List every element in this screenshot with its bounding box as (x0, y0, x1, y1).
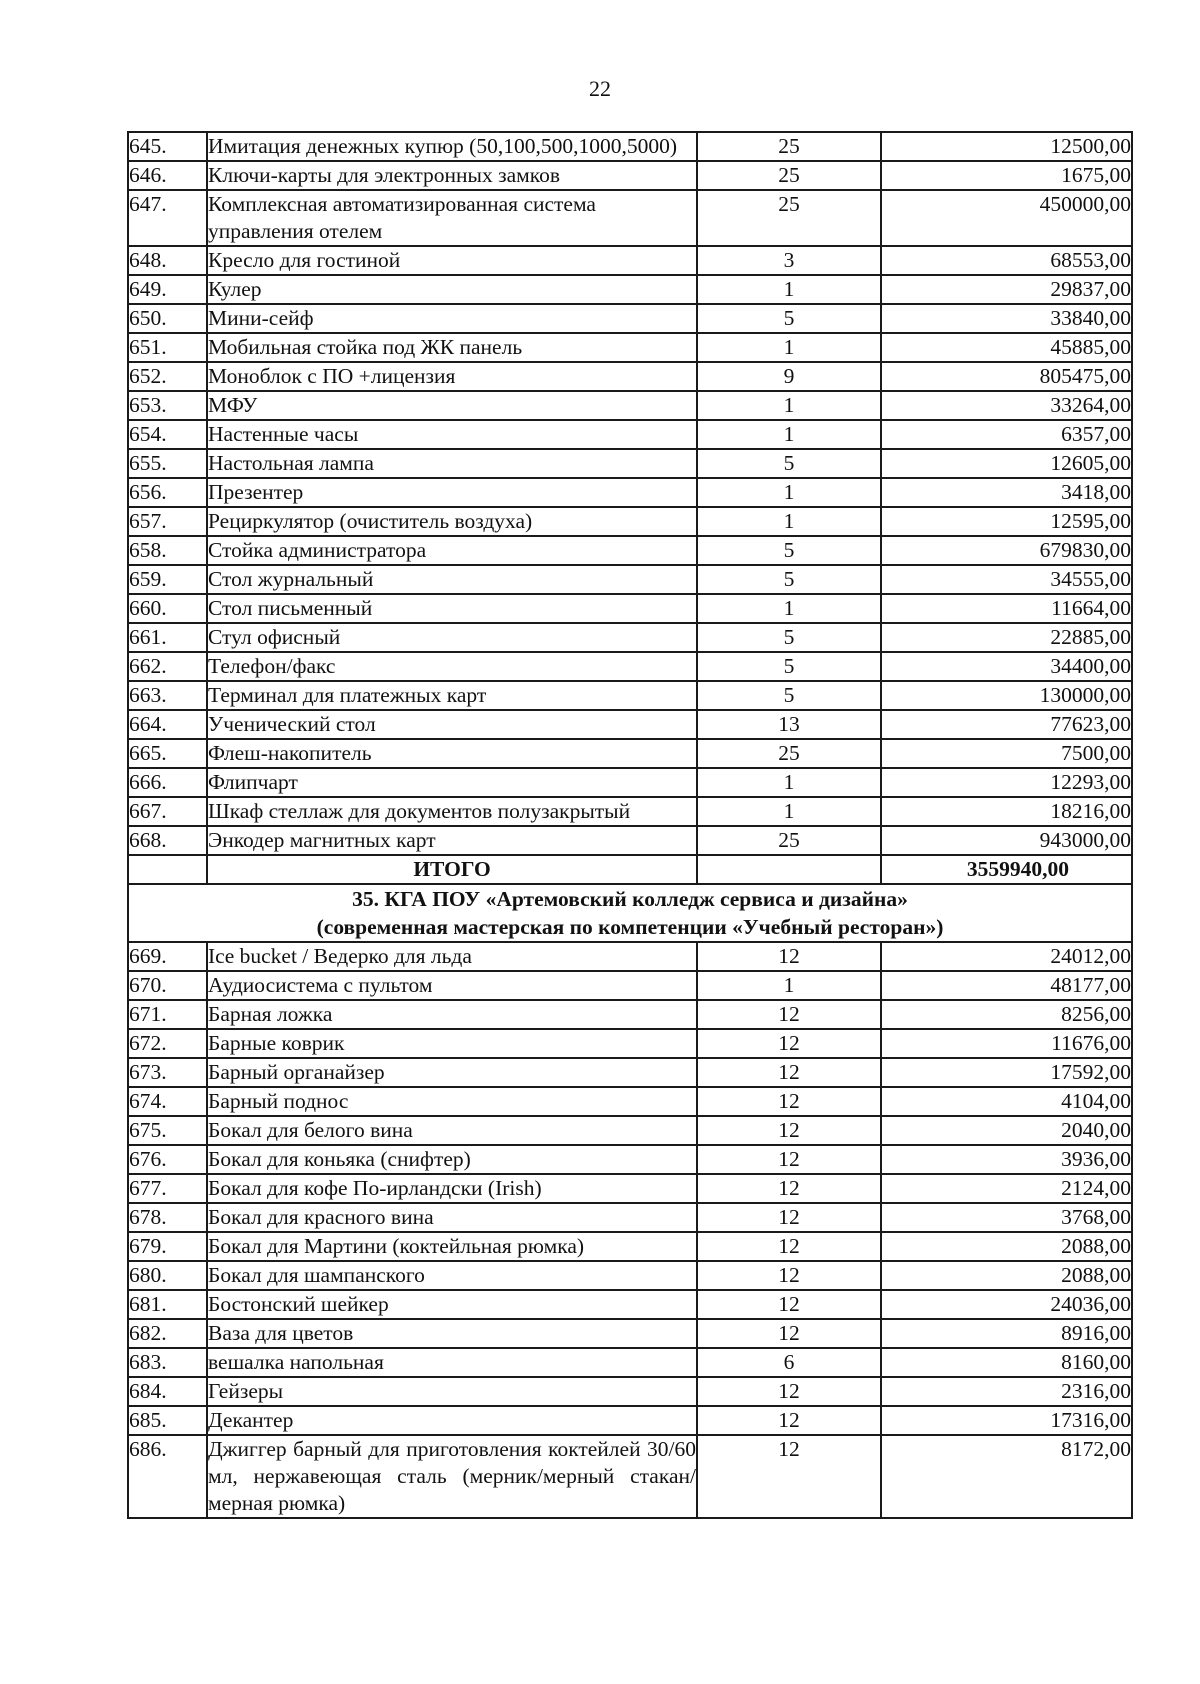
row-number: 661. (128, 623, 207, 652)
item-sum: 8256,00 (881, 1000, 1132, 1029)
table-row (128, 739, 1132, 768)
table-row (128, 1319, 1132, 1348)
table-row (128, 1435, 1132, 1518)
item-sum: 68553,00 (881, 246, 1132, 275)
row-number: 659. (128, 565, 207, 594)
item-sum: 11664,00 (881, 594, 1132, 623)
item-name: Барные коврик (207, 1029, 697, 1058)
item-name: Бокал для кофе По-ирландски (Irish) (207, 1174, 697, 1203)
table-row (128, 594, 1132, 623)
row-number: 673. (128, 1058, 207, 1087)
item-quantity: 5 (697, 623, 881, 652)
item-name: Декантер (207, 1406, 697, 1435)
item-quantity: 25 (697, 161, 881, 190)
item-quantity: 1 (697, 333, 881, 362)
item-name: Кресло для гостиной (207, 246, 697, 275)
row-number: 662. (128, 652, 207, 681)
table-row (128, 1406, 1132, 1435)
item-name: Настенные часы (207, 420, 697, 449)
item-quantity: 12 (697, 942, 881, 971)
item-sum: 4104,00 (881, 1087, 1132, 1116)
item-quantity: 5 (697, 536, 881, 565)
item-name: Телефон/факс (207, 652, 697, 681)
table-row (128, 275, 1132, 304)
total-num-cell (128, 855, 207, 884)
table-row (128, 1232, 1132, 1261)
item-sum: 8160,00 (881, 1348, 1132, 1377)
table-row (128, 565, 1132, 594)
item-sum: 24036,00 (881, 1290, 1132, 1319)
item-sum: 3936,00 (881, 1145, 1132, 1174)
item-name: Бокал для красного вина (207, 1203, 697, 1232)
item-sum: 24012,00 (881, 942, 1132, 971)
item-name: Стул офисный (207, 623, 697, 652)
row-number: 670. (128, 971, 207, 1000)
table-row (128, 1203, 1132, 1232)
table-row (128, 623, 1132, 652)
item-sum: 679830,00 (881, 536, 1132, 565)
table-row (128, 1377, 1132, 1406)
row-number: 671. (128, 1000, 207, 1029)
table-row (128, 391, 1132, 420)
row-number: 653. (128, 391, 207, 420)
item-sum: 12605,00 (881, 449, 1132, 478)
item-sum: 450000,00 (881, 190, 1132, 246)
table-row (128, 161, 1132, 190)
item-name: Имитация денежных купюр (50,100,500,1000,5000) (207, 132, 697, 161)
item-quantity: 5 (697, 652, 881, 681)
row-number: 686. (128, 1435, 207, 1518)
item-sum: 12500,00 (881, 132, 1132, 161)
item-name: Барный поднос (207, 1087, 697, 1116)
table-row (128, 768, 1132, 797)
item-name: Стойка администратора (207, 536, 697, 565)
item-sum: 805475,00 (881, 362, 1132, 391)
item-name: Флеш-накопитель (207, 739, 697, 768)
table-row (128, 1000, 1132, 1029)
item-name: МФУ (207, 391, 697, 420)
item-sum: 8172,00 (881, 1435, 1132, 1518)
item-sum: 2316,00 (881, 1377, 1132, 1406)
item-quantity: 1 (697, 420, 881, 449)
item-quantity: 1 (697, 971, 881, 1000)
item-quantity: 9 (697, 362, 881, 391)
row-number: 680. (128, 1261, 207, 1290)
item-sum: 29837,00 (881, 275, 1132, 304)
row-number: 668. (128, 826, 207, 855)
item-quantity: 1 (697, 797, 881, 826)
row-number: 675. (128, 1116, 207, 1145)
item-quantity: 13 (697, 710, 881, 739)
section-title: 35. КГА ПОУ «Артемовский колледж сервиса и дизайна» (352, 887, 908, 911)
item-name: Рециркулятор (очиститель воздуха) (207, 507, 697, 536)
row-number: 658. (128, 536, 207, 565)
item-quantity: 25 (697, 739, 881, 768)
item-sum: 3768,00 (881, 1203, 1132, 1232)
table-row (128, 971, 1132, 1000)
row-number: 685. (128, 1406, 207, 1435)
item-sum: 22885,00 (881, 623, 1132, 652)
item-name: Бокал для белого вина (207, 1116, 697, 1145)
table-row (128, 1087, 1132, 1116)
item-sum: 11676,00 (881, 1029, 1132, 1058)
item-name: Бостонский шейкер (207, 1290, 697, 1319)
item-name: Презентер (207, 478, 697, 507)
table-row (128, 507, 1132, 536)
page-number: 22 (589, 76, 611, 101)
table-row (128, 710, 1132, 739)
item-sum: 7500,00 (881, 739, 1132, 768)
row-number: 648. (128, 246, 207, 275)
total-sum: 3559940,00 (881, 855, 1132, 884)
rows-group-b (128, 942, 1132, 1518)
row-number: 652. (128, 362, 207, 391)
item-quantity: 12 (697, 1174, 881, 1203)
table-row (128, 132, 1132, 161)
item-sum: 18216,00 (881, 797, 1132, 826)
item-name: Бокал для Мартини (коктейльная рюмка) (207, 1232, 697, 1261)
item-quantity: 1 (697, 391, 881, 420)
item-quantity: 5 (697, 565, 881, 594)
row-number: 677. (128, 1174, 207, 1203)
table-row (128, 333, 1132, 362)
row-number: 681. (128, 1290, 207, 1319)
item-name: Мобильная стойка под ЖК панель (207, 333, 697, 362)
item-sum: 33264,00 (881, 391, 1132, 420)
item-quantity: 1 (697, 594, 881, 623)
table-row (128, 942, 1132, 971)
item-sum: 12595,00 (881, 507, 1132, 536)
item-quantity: 12 (697, 1087, 881, 1116)
row-number: 654. (128, 420, 207, 449)
item-sum: 8916,00 (881, 1319, 1132, 1348)
item-name: Энкодер магнитных карт (207, 826, 697, 855)
item-name: Настольная лампа (207, 449, 697, 478)
item-quantity: 12 (697, 1145, 881, 1174)
table-row (128, 1290, 1132, 1319)
item-name: Аудиосистема с пультом (207, 971, 697, 1000)
item-name: вешалка напольная (207, 1348, 697, 1377)
item-sum: 2088,00 (881, 1232, 1132, 1261)
row-number: 667. (128, 797, 207, 826)
item-quantity: 25 (697, 190, 881, 246)
row-number: 666. (128, 768, 207, 797)
row-number: 655. (128, 449, 207, 478)
item-sum: 34400,00 (881, 652, 1132, 681)
item-name: Бокал для шампанского (207, 1261, 697, 1290)
item-sum: 6357,00 (881, 420, 1132, 449)
item-sum: 33840,00 (881, 304, 1132, 333)
item-quantity: 12 (697, 1319, 881, 1348)
item-name: Комплексная автоматизированная система управления отелем (207, 190, 697, 246)
item-name: Джиггер барный для приготовления коктейлей 30/60 мл, нержавеющая сталь (мерник/мерный стакан/ мерная рюмка) (207, 1435, 697, 1518)
item-quantity: 12 (697, 1261, 881, 1290)
item-sum: 1675,00 (881, 161, 1132, 190)
item-quantity: 5 (697, 449, 881, 478)
row-number: 678. (128, 1203, 207, 1232)
item-sum: 12293,00 (881, 768, 1132, 797)
item-sum: 77623,00 (881, 710, 1132, 739)
row-number: 684. (128, 1377, 207, 1406)
item-name: Барная ложка (207, 1000, 697, 1029)
total-label: ИТОГО (207, 855, 697, 884)
table-row (128, 1029, 1132, 1058)
item-name: Ваза для цветов (207, 1319, 697, 1348)
row-number: 682. (128, 1319, 207, 1348)
row-number: 683. (128, 1348, 207, 1377)
table-row (128, 246, 1132, 275)
table-row (128, 478, 1132, 507)
table-row (128, 1145, 1132, 1174)
item-sum: 17592,00 (881, 1058, 1132, 1087)
table-row (128, 1261, 1132, 1290)
item-sum: 45885,00 (881, 333, 1132, 362)
item-name: Стол журнальный (207, 565, 697, 594)
table-row (128, 362, 1132, 391)
equipment-table (127, 131, 1133, 1519)
table-row (128, 420, 1132, 449)
row-number: 665. (128, 739, 207, 768)
item-sum: 2088,00 (881, 1261, 1132, 1290)
item-sum: 34555,00 (881, 565, 1132, 594)
table-row (128, 304, 1132, 333)
item-name: Ice bucket / Ведерко для льда (207, 942, 697, 971)
row-number: 664. (128, 710, 207, 739)
item-quantity: 1 (697, 507, 881, 536)
table-row (128, 449, 1132, 478)
row-number: 647. (128, 190, 207, 246)
item-quantity: 1 (697, 275, 881, 304)
row-number: 645. (128, 132, 207, 161)
item-sum: 130000,00 (881, 681, 1132, 710)
item-sum: 17316,00 (881, 1406, 1132, 1435)
item-name: Кулер (207, 275, 697, 304)
item-quantity: 12 (697, 1058, 881, 1087)
item-quantity: 12 (697, 1377, 881, 1406)
item-sum: 48177,00 (881, 971, 1132, 1000)
section-subtitle: (современная мастерская по компетенции «Учебный ресторан») (316, 915, 944, 939)
item-quantity: 12 (697, 1000, 881, 1029)
item-quantity: 12 (697, 1116, 881, 1145)
item-name: Мини-сейф (207, 304, 697, 333)
item-quantity: 5 (697, 304, 881, 333)
row-number: 656. (128, 478, 207, 507)
item-sum: 2040,00 (881, 1116, 1132, 1145)
table-row (128, 536, 1132, 565)
row-number: 646. (128, 161, 207, 190)
item-quantity: 6 (697, 1348, 881, 1377)
rows-group-a (128, 132, 1132, 855)
row-number: 663. (128, 681, 207, 710)
table-row (128, 1116, 1132, 1145)
item-name: Ученический стол (207, 710, 697, 739)
total-row (128, 855, 1132, 884)
table-row (128, 1348, 1132, 1377)
total-qty-cell (697, 855, 881, 884)
item-name: Моноблок с ПО +лицензия (207, 362, 697, 391)
row-number: 657. (128, 507, 207, 536)
item-name: Стол письменный (207, 594, 697, 623)
item-quantity: 1 (697, 478, 881, 507)
row-number: 650. (128, 304, 207, 333)
item-quantity: 12 (697, 1232, 881, 1261)
item-name: Флипчарт (207, 768, 697, 797)
table-row (128, 652, 1132, 681)
table-row (128, 797, 1132, 826)
table-row (128, 1174, 1132, 1203)
section-header (128, 884, 1132, 942)
section-header-row (128, 884, 1132, 942)
item-sum: 943000,00 (881, 826, 1132, 855)
row-number: 669. (128, 942, 207, 971)
row-number: 679. (128, 1232, 207, 1261)
item-quantity: 25 (697, 132, 881, 161)
item-quantity: 12 (697, 1029, 881, 1058)
row-number: 676. (128, 1145, 207, 1174)
item-quantity: 1 (697, 768, 881, 797)
item-quantity: 12 (697, 1435, 881, 1518)
table-row (128, 190, 1132, 246)
item-name: Ключи-карты для электронных замков (207, 161, 697, 190)
item-name: Шкаф стеллаж для документов полузакрытый (207, 797, 697, 826)
row-number: 649. (128, 275, 207, 304)
item-name: Бокал для коньяка (снифтер) (207, 1145, 697, 1174)
item-sum: 2124,00 (881, 1174, 1132, 1203)
total-group (128, 855, 1132, 942)
item-name: Терминал для платежных карт (207, 681, 697, 710)
item-name: Барный органайзер (207, 1058, 697, 1087)
row-number: 651. (128, 333, 207, 362)
item-quantity: 3 (697, 246, 881, 275)
item-sum: 3418,00 (881, 478, 1132, 507)
item-quantity: 12 (697, 1203, 881, 1232)
item-quantity: 12 (697, 1290, 881, 1319)
table-row (128, 1058, 1132, 1087)
item-quantity: 25 (697, 826, 881, 855)
table-row (128, 681, 1132, 710)
row-number: 660. (128, 594, 207, 623)
table-row (128, 826, 1132, 855)
item-quantity: 5 (697, 681, 881, 710)
row-number: 674. (128, 1087, 207, 1116)
row-number: 672. (128, 1029, 207, 1058)
item-quantity: 12 (697, 1406, 881, 1435)
item-name: Гейзеры (207, 1377, 697, 1406)
